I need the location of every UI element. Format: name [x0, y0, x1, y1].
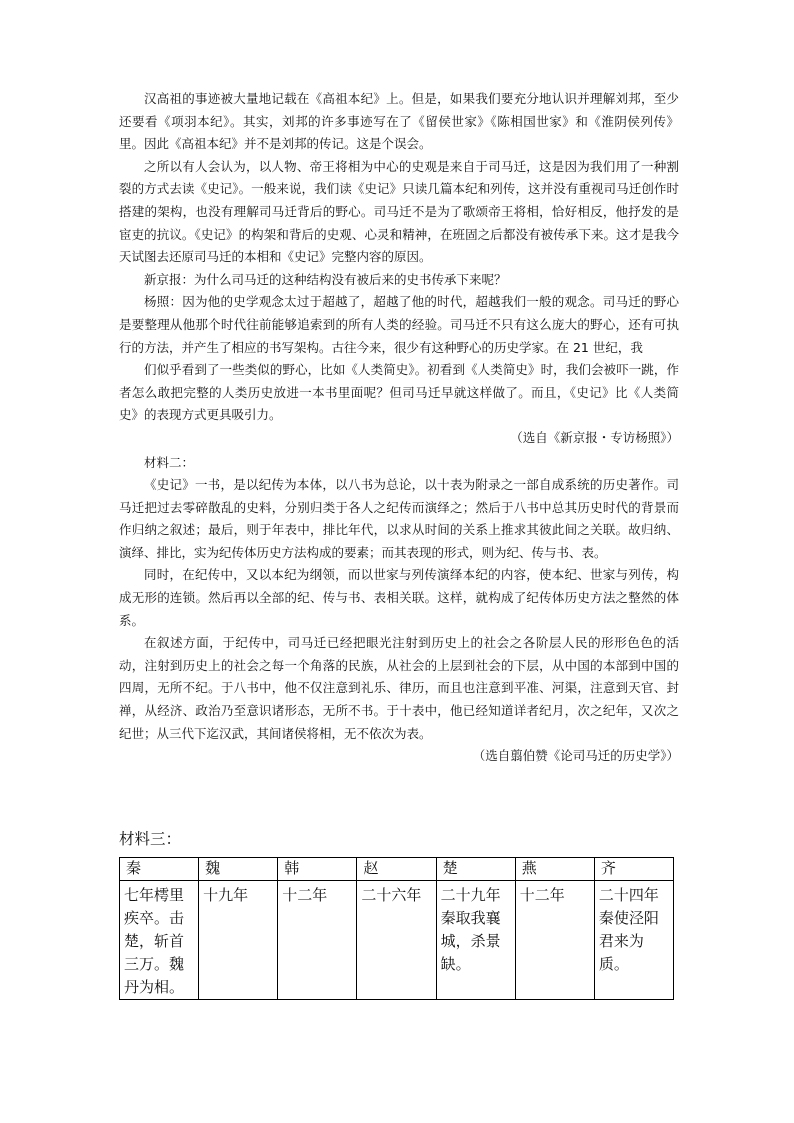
table-cell: 十九年	[199, 881, 278, 1000]
article-body	[119, 88, 679, 768]
paragraph: 在叙述方面，于纪传中，司马迁已经把眼光注射到历史上的社会之各阶层人民的形形色色的活动，注射到历史上的社会之每一个角落的民族，从社会的上层到社会的下层，从中国的本部到中国的四周，无所不纪。于八书中，他不仅注意到礼乐、律历，而且也注意到平准、河渠，注意到天官、封禅，从经济、政治乃至意识诸形态，无所不书。于十表中，他已经知道详者纪月，次之纪年，又次之纪世；从三代下迄汉武，其间诸侯将相，无不依次为表。	[119, 635, 679, 741]
table-cell: 二十九年秦取我襄城，杀景缺。	[436, 881, 515, 1000]
material-2-heading: 材料二：	[144, 454, 195, 470]
source-citation: （选自翦伯赞《论司马迁的历史学》）	[472, 748, 679, 764]
paragraph: 同时，在纪传中，又以本纪为纲领，而以世家与列传演绎本纪的内容，使本纪、世家与列传，构成无形的连锁。然后再以全部的纪、传与书、表相关联。这样，就构成了纪传体历史方法之整然的体系。	[119, 567, 679, 628]
states-chronology-table	[119, 857, 674, 1000]
table-cell: 十二年	[278, 881, 357, 1000]
source-citation: （选自《新京报・专访杨照》）	[510, 429, 679, 445]
paragraph: 们似乎看到了一些类似的野心，比如《人类简史》。初看到《人类简史》时，我们会被吓一跳，作者怎么敢把完整的人类历史放进一本书里面呢？但司马迁早就这样做了。而且，《史记》比《人类简史》的表现方式更具吸引力。	[119, 362, 679, 423]
column-header: 韩	[278, 858, 357, 881]
material-3-heading: 材料三：	[119, 831, 182, 848]
column-header: 魏	[199, 858, 278, 881]
column-header: 赵	[357, 858, 436, 881]
column-header: 秦	[120, 858, 199, 881]
paragraph: 汉高祖的事迹被大量地记载在《高祖本纪》上。但是，如果我们要充分地认识并理解刘邦，至少还要看《项羽本纪》。其实，刘邦的许多事迹写在了《留侯世家》《陈相国世家》和《淮阴侯列传》里。因此《高祖本纪》并不是刘邦的传记。这是个误会。	[119, 91, 679, 152]
paragraph: 杨照：因为他的史学观念太过于超越了，超越了他的时代，超越我们一般的观念。司马迁的野心是要整理从他那个时代往前能够追索到的所有人类的经验。司马迁不只有这么庞大的野心，还有可执行的方法，并产生了相应的书写架构。古往今来，很少有这种野心的历史学家。在 21 世纪，我	[119, 294, 679, 355]
table-cell: 十二年	[515, 881, 594, 1000]
column-header: 楚	[436, 858, 515, 881]
table-header-row	[120, 858, 674, 881]
paragraph: 新京报：为什么司马迁的这种结构没有被后来的史书传承下来呢？	[144, 271, 507, 287]
table-cell: 二十四年秦使泾阳君来为质。	[594, 881, 673, 1000]
column-header: 齐	[594, 858, 673, 881]
table-cell: 七年樗里疾卒。击楚，斩首三万。魏丹为相。	[120, 881, 199, 1000]
table-cell: 二十六年	[357, 881, 436, 1000]
paragraph: 之所以有人会认为，以人物、帝王将相为中心的史观是来自于司马迁，这是因为我们用了一种割裂的方式去读《史记》。一般来说，我们读《史记》只读几篇本纪和列传，这并没有重视司马迁创作时搭建的架构，也没有理解司马迁背后的野心。司马迁不是为了歌颂帝王将相，恰好相反，他抒发的是宦吏的抗议。《史记》的构架和背后的史观、心灵和精神，在班固之后都没有被传承下来。这才是我今天试图去还原司马迁的本相和《史记》完整内容的原因。	[119, 158, 679, 265]
column-header: 燕	[515, 858, 594, 881]
table-row	[120, 881, 674, 1000]
paragraph: 《史记》一书，是以纪传为本体，以八书为总论，以十表为附录之一部自成系统的历史著作。司马迁把过去零碎散乱的史料，分别归类于各人之纪传而演绎之；然后于八书中总其历史时代的背景而作归纳之叙述；最后，则于年表中，排比年代，以求从时间的关系上推求其彼此间之关联。故归纳、演绎、排比，实为纪传体历史方法构成的要素；而其表现的形式，则为纪、传与书、表。	[119, 477, 679, 560]
